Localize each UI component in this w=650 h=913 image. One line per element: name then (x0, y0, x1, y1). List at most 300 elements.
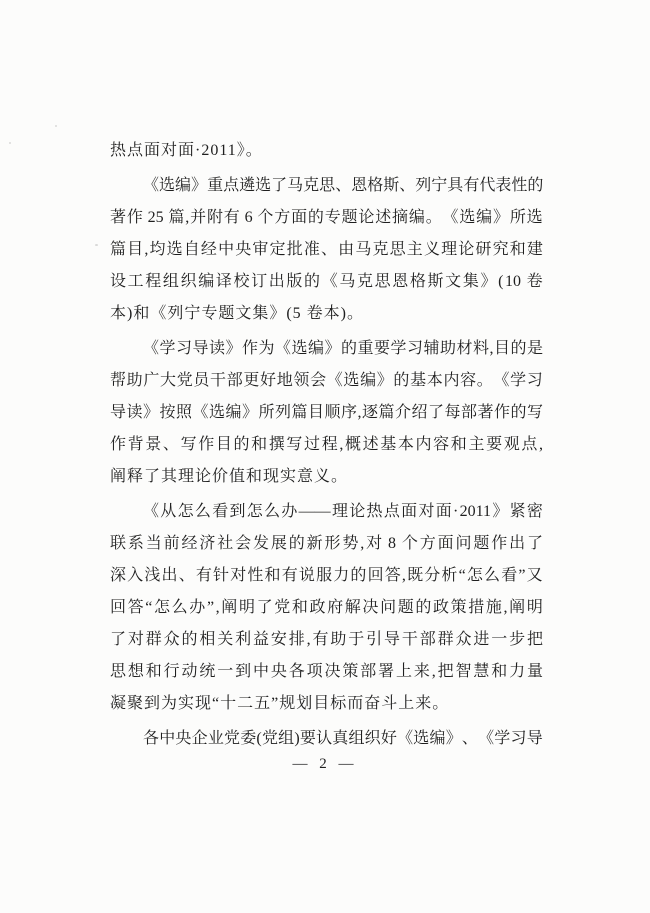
text-run: 干 (210, 372, 227, 389)
text-run: 中 (253, 663, 270, 680)
text-run: 作 (491, 535, 508, 552)
text-run: 委 (240, 730, 257, 747)
text-run: 批 (286, 241, 303, 258)
text-run: —— (298, 503, 331, 520)
text-run: 有 (281, 567, 298, 584)
text-line (110, 496, 543, 528)
text-run: 群 (437, 631, 454, 648)
text-run: 介 (394, 404, 411, 421)
text-run: 决 (362, 599, 379, 616)
text-run: 照 (176, 404, 193, 421)
text-run: 研 (475, 241, 492, 258)
text-run: 学 (494, 730, 511, 747)
text-run: 材 (456, 340, 473, 357)
text-run: 重 (207, 177, 224, 194)
text-run: 干 (401, 631, 418, 648)
text-run: 企 (191, 730, 208, 747)
text-run: 篇 (378, 404, 395, 421)
text-run: 篇 (291, 404, 308, 421)
text-run: 的 (341, 340, 358, 357)
text-run: “ (458, 567, 466, 584)
text-run: 的 (415, 599, 432, 616)
text-run: · (453, 503, 459, 520)
text-run: 点 (383, 503, 400, 520)
text-run: 组 (348, 730, 365, 747)
text-line (110, 234, 543, 266)
text-run: 的 (233, 436, 250, 453)
text-run: 思 (374, 273, 391, 290)
text-run: 校 (233, 273, 250, 290)
text-line (110, 266, 543, 298)
text-run: 格 (409, 273, 426, 290)
text-run: 克 (303, 177, 320, 194)
text-run: 代 (479, 177, 496, 194)
text-run: 编 (175, 177, 192, 194)
text-run: 的 (307, 209, 324, 226)
text-run: 安 (270, 631, 287, 648)
text-run: 前 (163, 535, 180, 552)
text-run: 绍 (411, 404, 428, 421)
text-run: 引 (366, 631, 383, 648)
text-run: 动 (181, 663, 198, 680)
text-run: 观 (503, 436, 520, 453)
text-line: 热点面对面·2011》。 (110, 142, 263, 159)
text-run: 本 (426, 372, 443, 389)
text-run: 读 (126, 404, 143, 421)
text-run: 大 (160, 372, 177, 389)
text-run: 回 (367, 567, 384, 584)
text-run: 《 (442, 209, 459, 226)
text-run: 选 (291, 340, 308, 357)
text-run: 内 (443, 372, 460, 389)
text-run: 、 (321, 241, 338, 258)
text-run: 组 (278, 730, 295, 747)
text-run: 》 (191, 177, 208, 194)
text-run: ” (206, 599, 215, 616)
scan-speck (9, 142, 11, 144)
text-run: 料 (473, 340, 490, 357)
text-run: 经 (200, 241, 217, 258)
text-run: 上 (396, 663, 413, 680)
text-run: 和 (145, 663, 162, 680)
text-run: 》 (225, 340, 242, 357)
text-run: 》 (242, 404, 259, 421)
text-line (110, 656, 543, 688)
text-run: 》 (143, 404, 160, 421)
text-run: 《 (478, 730, 495, 747)
text-run: 克 (356, 273, 373, 290)
text-run: 办 (189, 599, 206, 616)
text-run: 作 (198, 436, 215, 453)
text-run: 理 (441, 241, 458, 258)
text-run: 党 (224, 730, 241, 747)
text-run: 理 (331, 503, 348, 520)
text-run: 了 (427, 404, 444, 421)
text-run: 面 (435, 503, 452, 520)
text-run: 方 (419, 535, 436, 552)
text-run: 中 (218, 241, 235, 258)
text-run: 目 (127, 241, 144, 258)
text-line (110, 723, 543, 755)
text-run: 到 (235, 663, 252, 680)
text-run: 回 (110, 599, 127, 616)
text-run: 马 (355, 241, 372, 258)
text-run: 究 (492, 241, 509, 258)
text-run: 面 (401, 503, 418, 520)
text-run: 编 (408, 209, 425, 226)
text-run: 导 (383, 631, 400, 648)
text-run: ( (256, 730, 262, 747)
text-run: , (401, 567, 406, 584)
text-run: 有 (223, 209, 240, 226)
text-run: 部 (460, 404, 477, 421)
text-run: 助 (330, 631, 347, 648)
text-run: 央 (270, 663, 287, 680)
text-run: 地 (276, 372, 293, 389)
text-run: 均 (149, 241, 166, 258)
text-run: 析 (441, 567, 458, 584)
text-run: 阐 (221, 599, 238, 616)
text-run: 方 (274, 209, 291, 226)
text-run: 部 (419, 631, 436, 648)
text-run: 》 (324, 340, 341, 357)
text-run: 党 (176, 372, 193, 389)
text-run: 编 (360, 372, 377, 389)
text-line: 本)和《列宁专题文集》(5 卷本)。 (110, 305, 364, 322)
text-run: 对 (230, 567, 247, 584)
text-run: 深 (110, 567, 127, 584)
text-run: 和 (291, 599, 308, 616)
text-run: 和 (450, 436, 467, 453)
text-run: 紧 (509, 503, 526, 520)
text-run: 问 (380, 599, 397, 616)
text-run: 力 (333, 567, 350, 584)
text-run: , (431, 663, 436, 680)
text-line (110, 365, 543, 397)
text-run: 背 (127, 436, 144, 453)
text-run: 阐 (509, 599, 526, 616)
text-run: 工 (127, 273, 144, 290)
text-run: 会 (235, 535, 252, 552)
paragraph (110, 170, 543, 330)
text-run: 25 (143, 209, 168, 226)
text-run: 到 (229, 503, 246, 520)
text-run: 目 (493, 340, 510, 357)
text-run: , (306, 631, 311, 648)
text-run: 卷 (526, 273, 543, 290)
text-run: 为 (258, 340, 275, 357)
text-run: 怎 (154, 599, 171, 616)
text-run: 联 (110, 535, 127, 552)
text-run: 自 (183, 241, 200, 258)
text-run: 导 (110, 404, 127, 421)
text-run: 述 (375, 209, 392, 226)
text-run: 群 (145, 631, 162, 648)
text-run: 新 (306, 535, 323, 552)
text-run: 密 (526, 503, 543, 520)
text-run: 定 (269, 241, 286, 258)
text-run: 央 (175, 730, 192, 747)
text-run: 篇 (168, 209, 185, 226)
text-run: 的 (288, 535, 305, 552)
text-run: 基 (380, 436, 397, 453)
text-run: 出 (268, 273, 285, 290)
text-run: 学 (510, 372, 527, 389)
text-run: 篇 (110, 241, 127, 258)
text-run: 主 (468, 436, 485, 453)
text-run: 会 (310, 372, 327, 389)
text-run: 6 (240, 209, 257, 226)
text-run: 习 (407, 340, 424, 357)
text-run: 央 (235, 241, 252, 258)
text-line: 阐释了其理论价值和现实意义。 (110, 468, 349, 485)
text-run: 策 (450, 599, 467, 616)
text-run: 更 (243, 372, 260, 389)
text-run: 好 (380, 730, 397, 747)
text-run: 出 (509, 535, 526, 552)
text-run: 政 (309, 599, 326, 616)
text-run: 又 (526, 567, 543, 584)
text-run: 要 (374, 340, 391, 357)
text-run: 了 (271, 177, 288, 194)
text-run: 内 (415, 436, 432, 453)
text-run: 力 (509, 663, 526, 680)
text-run: 马 (339, 273, 356, 290)
paragraph (110, 496, 543, 720)
text-line (110, 202, 543, 234)
text-run: 选 (413, 730, 430, 747)
text-run: 形 (324, 535, 341, 552)
text-line (110, 429, 543, 461)
text-run: 导 (526, 730, 543, 747)
text-run: 由 (338, 241, 355, 258)
text-run: 表 (495, 177, 512, 194)
text-run: 恩 (351, 177, 368, 194)
text-run: 办 (281, 503, 298, 520)
text-run: 助 (126, 372, 143, 389)
text-run: 发 (253, 535, 270, 552)
text-run: 对 (366, 535, 383, 552)
text-run: 编 (476, 209, 493, 226)
text-run: 当 (145, 535, 162, 552)
paragraph (110, 333, 543, 493)
text-run: 决 (324, 663, 341, 680)
text-run: 习 (510, 730, 527, 747)
text-run: 于 (348, 631, 365, 648)
text-run: 《 (192, 404, 209, 421)
text-run: 选 (209, 404, 226, 421)
text-run: 本 (397, 436, 414, 453)
text-run: 设 (110, 273, 127, 290)
text-run: 面 (437, 535, 454, 552)
text-run: 论 (458, 241, 475, 258)
text-run: , (357, 404, 362, 421)
text-line (110, 528, 543, 560)
text-run: 题 (473, 535, 490, 552)
text-run: 要 (486, 436, 503, 453)
text-run: 么 (171, 599, 188, 616)
text-run: 恩 (392, 273, 409, 290)
text-run: 项 (306, 663, 323, 680)
text-run: 克 (372, 241, 389, 258)
text-run: 行 (163, 663, 180, 680)
text-run: 和 (509, 241, 526, 258)
text-run: 的 (181, 631, 198, 648)
text-run: 》 (493, 209, 510, 226)
text-line (110, 397, 543, 429)
text-run: 织 (364, 730, 381, 747)
text-run: 把 (526, 631, 543, 648)
text-run: 点 (521, 436, 538, 453)
text-run: 概 (344, 436, 361, 453)
text-run: 版 (286, 273, 303, 290)
text-run: 了 (526, 535, 543, 552)
text-run: 有 (463, 177, 480, 194)
text-run: 《 (275, 340, 292, 357)
text-run: 义 (423, 241, 440, 258)
text-run: 作 (242, 340, 259, 357)
text-run: 读 (209, 340, 226, 357)
text-run: 智 (455, 663, 472, 680)
text-run: 步 (509, 631, 526, 648)
text-run: 个 (401, 535, 418, 552)
text-run: 准 (303, 241, 320, 258)
text-run: 。 (425, 209, 442, 226)
text-run: 程 (145, 273, 162, 290)
text-line (110, 592, 543, 624)
text-run: 系 (127, 535, 144, 552)
text-run: 中 (159, 730, 176, 747)
text-run: 。 (476, 372, 493, 389)
text-run: 认 (316, 730, 333, 747)
text-run: 党 (274, 599, 291, 616)
text-run: 展 (270, 535, 287, 552)
text-run: 对 (418, 503, 435, 520)
text-run: 各 (288, 663, 305, 680)
text-run: 答 (384, 567, 401, 584)
text-run: 写 (286, 436, 303, 453)
text-run: 和 (251, 436, 268, 453)
text-run: 利 (235, 631, 252, 648)
text-run: 作 (126, 209, 143, 226)
text-run: 10 (505, 273, 526, 290)
text-run: 性 (247, 567, 264, 584)
text-run: 列 (415, 177, 432, 194)
text-run: 分 (424, 567, 441, 584)
text-run: 附 (206, 209, 223, 226)
text-run: 个 (257, 209, 274, 226)
text-run: 顺 (324, 404, 341, 421)
text-run: 统 (199, 663, 216, 680)
text-run: 所 (258, 404, 275, 421)
text-run: 专 (324, 209, 341, 226)
text-run: 编 (429, 730, 446, 747)
text-run: 写 (526, 404, 543, 421)
text-run: 帮 (110, 372, 127, 389)
text-run: 有 (195, 567, 212, 584)
text-run: 施 (485, 599, 502, 616)
text-run: 的 (510, 340, 527, 357)
text-run: 每 (444, 404, 461, 421)
text-run: 性 (511, 177, 528, 194)
text-run: 思 (319, 177, 336, 194)
text-run: 针 (213, 567, 230, 584)
text-run: 的 (510, 404, 527, 421)
text-run: 进 (473, 631, 490, 648)
text-line: 凝聚到为实现“十二五”规划目标而奋斗上来。 (110, 695, 450, 712)
text-run: 业 (207, 730, 224, 747)
text-run: 面 (291, 209, 308, 226)
paragraph (110, 135, 543, 167)
text-run: 撰 (268, 436, 285, 453)
text-run: 势 (342, 535, 359, 552)
text-run: 一 (491, 631, 508, 648)
text-run: 选 (166, 241, 183, 258)
text-run: 组 (162, 273, 179, 290)
text-run: 格 (367, 177, 384, 194)
text-run: 编 (308, 340, 325, 357)
text-run: 织 (180, 273, 197, 290)
text-run: 措 (468, 599, 485, 616)
text-run: 怎 (246, 503, 263, 520)
text-run: 作 (110, 436, 127, 453)
text-run: 答 (127, 599, 144, 616)
text-run: 么 (264, 503, 281, 520)
text-run: 具 (447, 177, 464, 194)
text-run: 入 (127, 567, 144, 584)
text-run: 学 (159, 340, 176, 357)
text-run: 2011 (459, 503, 492, 520)
text-run: , (185, 209, 190, 226)
text-run: 著 (477, 404, 494, 421)
text-run: , (215, 599, 220, 616)
text-run: 序 (341, 404, 358, 421)
text-run: 基 (410, 372, 427, 389)
text-run: 、 (178, 567, 195, 584)
text-run: 明 (526, 599, 543, 616)
text-run: 既 (407, 567, 424, 584)
text-run: ) (294, 730, 300, 747)
text-run: 著 (110, 209, 127, 226)
text-run: 、 (162, 436, 179, 453)
text-run: 看 (212, 503, 229, 520)
text-line (110, 333, 543, 365)
text-run: 社 (217, 535, 234, 552)
text-run: , (503, 599, 508, 616)
text-run: 所 (509, 209, 526, 226)
text-run: , (339, 436, 344, 453)
text-run: 政 (432, 599, 449, 616)
text-run: 思 (389, 241, 406, 258)
text-run: 题 (341, 209, 358, 226)
text-run: 重 (357, 340, 374, 357)
text-run: 么 (484, 567, 501, 584)
text-run: 》 (445, 730, 462, 747)
text-run: 论 (349, 503, 366, 520)
text-run: 思 (110, 663, 127, 680)
text-run: 益 (253, 631, 270, 648)
text-run: 习 (526, 372, 543, 389)
text-run: 策 (342, 663, 359, 680)
text-run: 怎 (177, 503, 194, 520)
text-run: 员 (193, 372, 210, 389)
text-run: 景 (145, 436, 162, 453)
scan-speck (95, 244, 98, 246)
text-run: 部 (360, 663, 377, 680)
text-run: 想 (127, 663, 144, 680)
text-run: 《 (143, 503, 160, 520)
text-run: 编 (198, 273, 215, 290)
